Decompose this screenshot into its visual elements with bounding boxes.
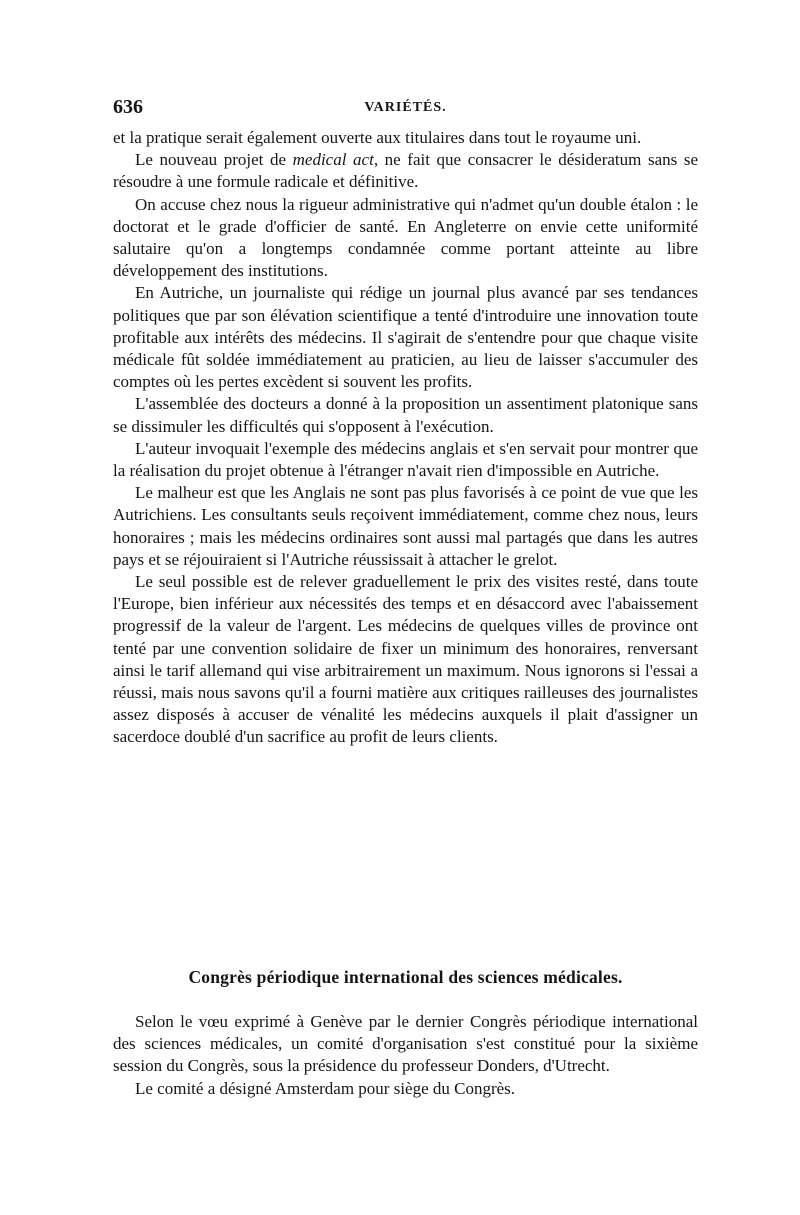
paragraph-4: En Autriche, un journaliste qui rédige un journal plus avancé par ses tendances politiques que par son élévation scientifique a tenté d'introduire une innovation toute profitable aux intérêts des médecins. Il s'agirait de s'entendre pour que chaque visite médicale fût soldée immédiatement au praticien, au lieu de laisser s'accumuler des comptes où les pertes excèdent si souvent les profits. — [113, 283, 698, 392]
medical-act-italic: medical act — [292, 150, 374, 170]
running-head: VARIÉTÉS. — [364, 100, 447, 115]
section-paragraph-1: Selon le vœu exprimé à Genève par le dernier Congrès périodique international des sciences médicales, un comité d'organisation s'est constitué pour la sixième session du Congrès, sous la présidence du professeur Donders, d'Utrecht. — [113, 1012, 698, 1076]
section-paragraph-2: Le comité a désigné Amsterdam pour siège du Congrès. — [135, 1078, 516, 1098]
section-title: Congrès périodique international des sciences médicales. — [188, 967, 623, 987]
paragraph-7: Le malheur est que les Anglais ne sont pas plus favorisés à ce point de vue que les Autrichiens. Les consultants seuls reçoivent immédiatement, comme chez nous, leurs honoraires ; mais les médecins ordinaires sont aussi mal partagés que dans les autres pays et se réjouiraient si l'Autriche réussissait à attacher le grelot. — [113, 483, 698, 569]
paragraph-8: Le seul possible est de relever graduellement le prix des visites resté, dans toute l'Europe, bien inférieur aux nécessités des temps et en désaccord avec l'abaissement progressif de la valeur de l'argent. Les médecins de quelques villes de province ont tenté par une convention solidaire de fixer un minimum des honoraires, renversant ainsi le tarif allemand qui vise arbitrairement un maximum. Nous ignorons si l'essai a réussi, mais nous savons qu'il a fourni matière aux critiques railleuses des journalistes assez disposés à accuser de vénalité les médecins auxquels il plait d'assigner un sacerdoce doublé d'un sacrifice au profit de leurs clients. — [113, 572, 698, 747]
paragraph-2-after: , ne fait que consacrer le désideratum sans se résoudre à une formule radicale et définitive. — [113, 150, 699, 192]
paragraph-1: et la pratique serait également ouverte aux titulaires dans tout le royaume uni. — [113, 128, 642, 147]
paragraph-5: L'assemblée des docteurs a donné à la proposition un assentiment platonique sans se dissimuler les difficultés qui s'opposent à l'exécution. — [113, 394, 698, 436]
page-number: 636 — [113, 96, 143, 118]
page-header — [113, 96, 698, 120]
article-body — [113, 127, 698, 749]
section-body — [113, 1011, 698, 1100]
paragraph-2 — [113, 149, 698, 193]
paragraph-3: On accuse chez nous la rigueur administrative qui n'admet qu'un double étalon : le doctorat et le grade d'officier de santé. En Angleterre on envie cette uniformité salutaire qu'on a longtemps condamnée comme portant atteinte au libre développement des institutions. — [113, 194, 698, 281]
paragraph-2-before: Le nouveau projet de — [135, 150, 293, 170]
paragraph-6: L'auteur invoquait l'exemple des médecins anglais et s'en servait pour montrer que la réalisation du projet obtenue à l'étranger n'avait rien d'impossible en Autriche. — [113, 438, 698, 481]
